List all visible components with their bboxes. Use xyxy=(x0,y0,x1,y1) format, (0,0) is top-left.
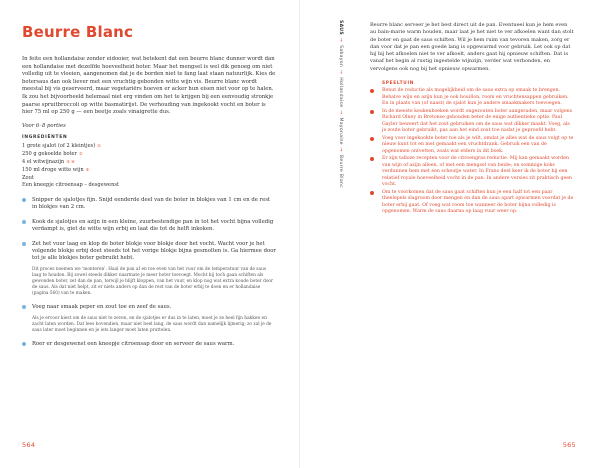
breadcrumb-arrow-icon: → xyxy=(338,110,343,115)
step-note: Dit proces noemen we 'monteren'. Haal de pan af en toe even van het vuur om de temperatuur van de saus laag te houden. Bij zowel steeds dikker naarmate je meer boter toevoegt. Mocht hij toch gaan schiften als gewonden boter, zet dan de pan, terwijl je blijft kloppen, van het vuur, en klop nog wat extra koude boter door de saus. Als dat niet helpt, zit er niets anders op dan de rest van de boter erbij te doen en er hollandaise (pagina 560) van te maken. xyxy=(32,266,274,297)
ingredients-list xyxy=(22,142,276,189)
tip-bullet-icon xyxy=(370,191,374,195)
ingredient-item xyxy=(22,150,276,158)
method-step xyxy=(22,241,276,298)
ingredient-item xyxy=(22,158,276,166)
ingredient-text: 150 ml droge witte wijn xyxy=(22,167,84,174)
tip-bullet-icon xyxy=(370,137,374,141)
step-bullet-icon xyxy=(22,305,26,309)
ingredient-text: 4 el witwijnazijn xyxy=(22,159,65,166)
breadcrumb-arrow-icon: → xyxy=(338,70,343,75)
ingredient-note-marker: ① xyxy=(97,142,101,148)
running-head-item: Beurre Blanc xyxy=(338,154,343,188)
tip-item xyxy=(370,190,575,216)
page-number-right: 565 xyxy=(562,441,576,449)
step-bullet-icon xyxy=(22,220,26,224)
tip-bullet-icon xyxy=(370,157,374,161)
method-step xyxy=(22,341,276,348)
ingredient-text: Zout xyxy=(22,174,34,181)
ingredients-heading: INGREDIËNTEN xyxy=(22,134,68,140)
method-steps xyxy=(22,197,276,348)
running-head-item: Sabayon xyxy=(338,45,343,68)
recipe-title: Beurre Blanc xyxy=(22,23,134,41)
serves-line: Voor 6–8 porties xyxy=(22,122,66,129)
tip-item xyxy=(370,88,575,108)
ingredient-text: 1 grote sjalot (of 2 kleintjes) xyxy=(22,142,96,149)
step-text: Voeg naar smaak peper en zout toe en zeef de saus. xyxy=(32,304,172,311)
tip-item xyxy=(370,136,575,156)
tips-heading: SPEELTUIN xyxy=(382,81,415,87)
step-bullet-icon xyxy=(22,242,26,246)
running-head-item: Hollandaise xyxy=(338,77,343,108)
ingredient-item xyxy=(22,142,276,150)
tip-item xyxy=(370,109,575,135)
tip-item xyxy=(370,156,575,189)
ingredient-item xyxy=(22,175,276,182)
step-text: Kook de sjalotjes en azijn in een kleine, zuurbestendige pan in tot het vocht bijna volledig verdampt is, giet de witte wijn erbij en laat die tot de helft inkoken. xyxy=(32,218,274,233)
ingredient-item xyxy=(22,166,276,174)
right-page-body xyxy=(370,22,575,216)
ingredient-item xyxy=(22,182,276,189)
tip-text: Er zijn talloze recepten voor de citroengras reductie. Mij kan gemaakt worden van wijn of azijn alleen, of met een mengsel van beide; en sommige koks verdunnen hem met een scheutje water. In Frans deel keer ik de boter bij een relatief royale hoeveelheid vocht in de pan. In andere versies zit praktisch geen vocht. xyxy=(382,156,573,188)
tip-text: Benut de reductie als mogelijkheid om de saus extra op smaak te brengen. Behalve wijn en azijn kun je ook bouillon, room en vruchtensappen gebruiken. En in plaats van (of naast) de sjalot kun je andere smaakmakers toevoegen. xyxy=(382,88,569,107)
breadcrumb-arrow-icon: → xyxy=(338,37,343,43)
serving-note: Beurre blanc serveer je het best direct uit de pan. Eventueel kun je hem even au bain-marie warm houden, maar laat je het niet te ver afkoelen want dan stolt de boter en gaat de saus schiften. Wil je hem ruim van tevoren maken, zorg er dan voor dat je pan een goede lang is opgewarmd voor gebruik. Let ook op dat hij bij het afkoelen niet te ver afkoelt, anders gaat hij opnieuw schiften. Dat is vanaf het begin al rustig ingestelde wijnzijn, verder wat verbonden, en vervolgens ook nog bij het opnieuw opwarmen. xyxy=(370,22,574,72)
running-head-item: Mayonaise xyxy=(338,117,343,145)
ingredient-note-marker: ② xyxy=(79,150,83,156)
tips-list xyxy=(370,88,575,216)
tip-bullet-icon xyxy=(370,89,374,93)
method-step xyxy=(22,197,276,212)
ingredient-note-marker: ③ ④ xyxy=(66,159,75,165)
tips-section xyxy=(370,81,575,216)
breadcrumb-arrow-icon: → xyxy=(338,147,343,152)
left-page-body xyxy=(22,56,276,355)
step-text: Roer er desgewenst een kneepje citroensap door en serveer de saus warm. xyxy=(32,340,235,347)
tip-bullet-icon xyxy=(370,110,374,114)
tip-text: Voeg voor ingekookte boter toe als je wilt, omdat je alles wat de saus volgt op te nieuw kunt tot en met gemaakt een vruchtdrank. Gebruik een van de opgenomen ontvetten, zoals wat elders in dit boek. xyxy=(382,135,574,154)
method-step xyxy=(22,304,276,334)
step-text: Snipper de sjalotjes fijn. Snijd eenderde deel van de boter in blokjes van 1 cm en de rest in blokjes van 2 cm. xyxy=(32,196,271,211)
step-text: Zet het vuur laag en klop de boter blokje voor blokje door het vocht. Wacht voor je het volgende blokje erbij doet steeds tot het vorige blokje bijna gesmolten is. Ga hiermee door tot je alle blokjes boter gebruikt hebt. xyxy=(32,240,276,262)
ingredient-text: Een kneepje citroensap – desgewenst xyxy=(22,181,120,188)
ingredient-text: 250 g gekoelde boter xyxy=(22,150,78,157)
recipe-intro: In feite een hollandaise zonder eidooier, wat betekent dat een beurre blanc dunner wordt dan een hollandaise met dezelfde hoeveelheid boter. Maar het mengsel is wel dik genoeg om niet volledig uit te vloeien, aangenomen dat je de borden niet te fang laat staan natuurlijk. Kies de botersaus dan ook liever met een vruchtig gebonden witte wijn vis. Beurre blanc wordt meestal bij vis geserveerd, maar vegetariërs hoeven er acker hun eisen niet voor op te halen. Ik zou het bijvoorbeeld helemaal niet erg vinden om het te krijgen bij een eenvoudig stronkje paarse spruitbroccoli op witte basmatirijst. De verhouding van ingekookt vocht en boter is hier 75 ml op 250 g — een beetje zoals vinaigrette dus. xyxy=(22,56,276,116)
running-head xyxy=(338,20,343,200)
step-bullet-icon xyxy=(22,342,26,346)
tip-text: Om te voorkomen dat de saus gaat schiften kun je een half tot een paar theelepels slagroom door mengen en dan de saus apart opwarmen voordat je de boter erbij gaat. Of voeg wat room toe wanneer de boter bijna volledig is opgenomen. Warm de saus daarna op laag vuur weer op. xyxy=(382,189,574,215)
step-note: Als je ervoor kiest om de saus niet te zeven, en de sjalotjes er dus in te laten, moet je ze heel fijn hakken en zacht laten worden. Dat lees bovendien, maar niet heel lang, de saus wordt dan namelijk lijmerig; zo zal je de saus later moet beginnen en je iets langer moet laten pruttelen. xyxy=(32,315,272,333)
tip-text: In de meeste keukenboeken wordt ongezouten boter aangeraden, maar volgens Richard Olney in Bretonse gebouden beter de enige authentieke optie. Paul Gayler beweert dat het zout gebruiken om de saus wat dikker maakt. Voeg, als je zoute boter gebruikt, pas aan het eind zout toe nadat je geproefd hebt. xyxy=(382,108,573,134)
method-step xyxy=(22,219,276,234)
running-head-item: SAUS xyxy=(338,20,343,35)
ingredient-note-marker: ⑤ xyxy=(85,167,90,173)
page-number-left: 564 xyxy=(22,441,36,449)
step-bullet-icon xyxy=(22,198,26,202)
